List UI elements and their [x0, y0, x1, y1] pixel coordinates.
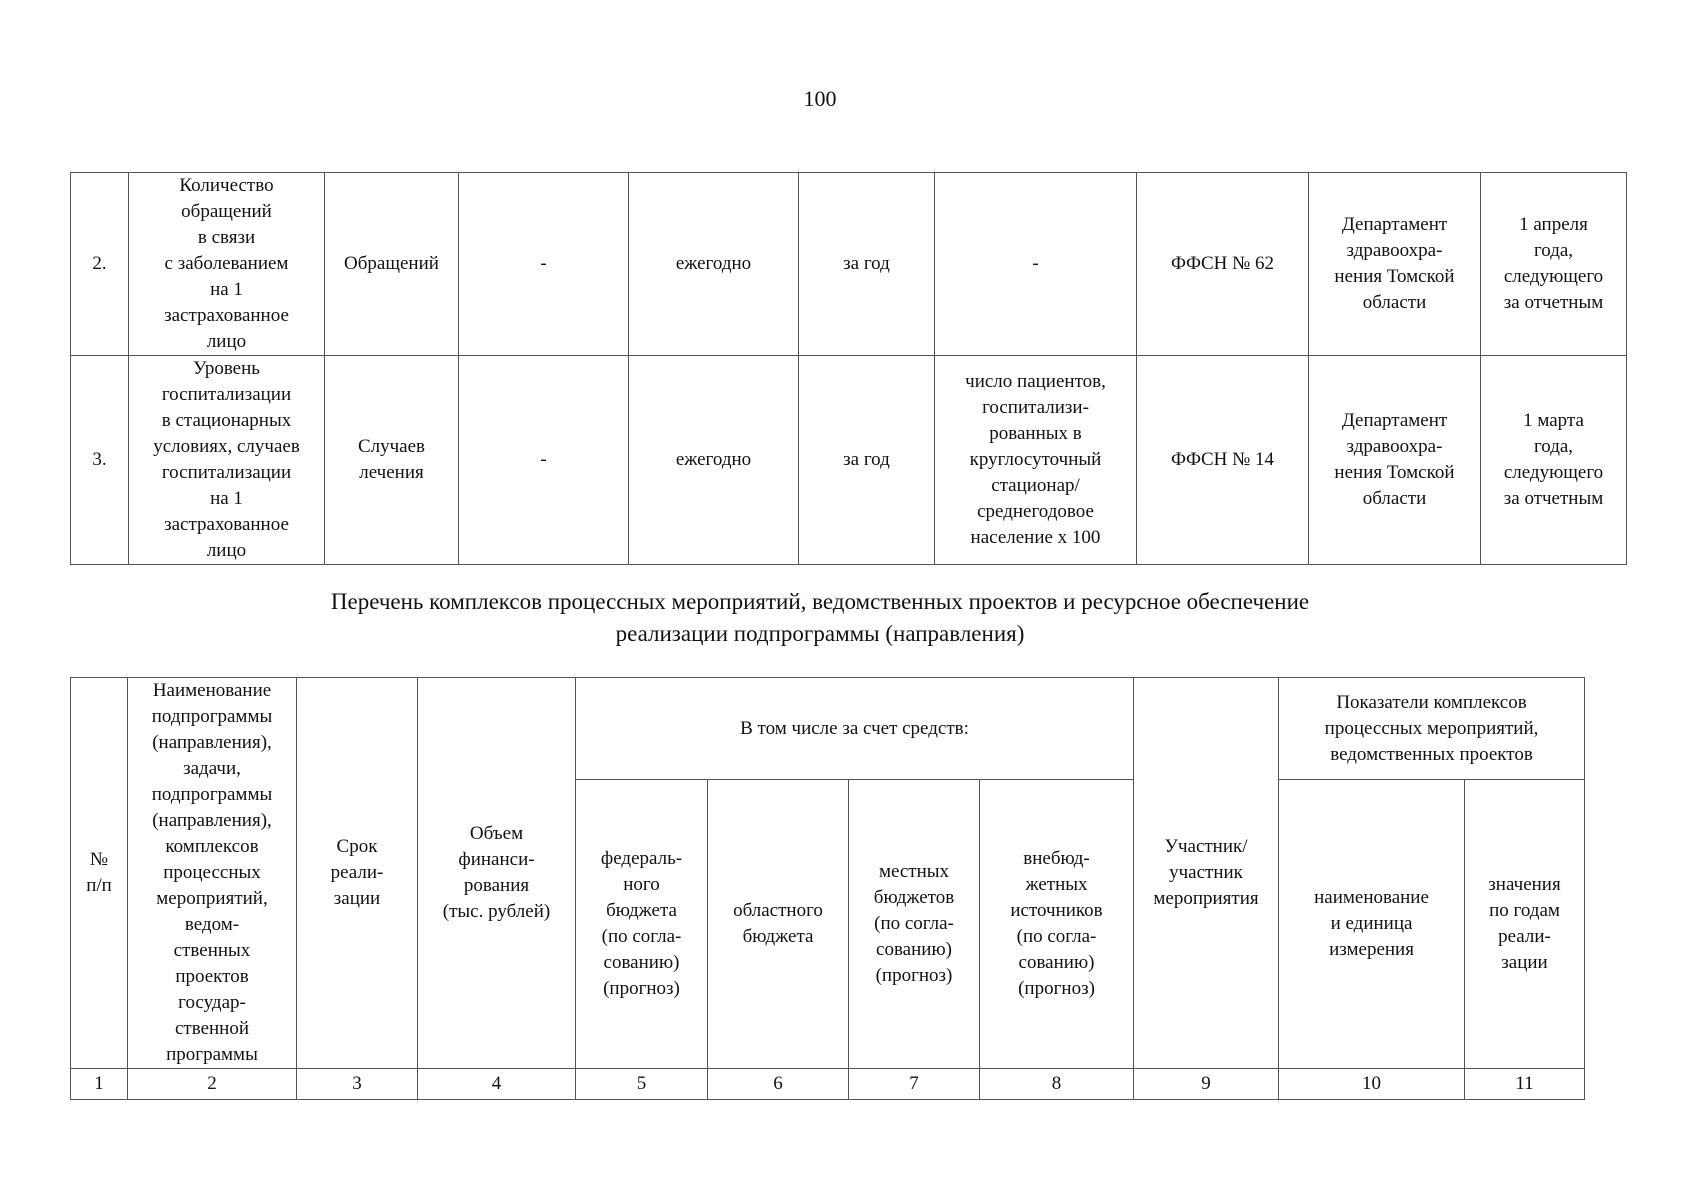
column-number: 4 — [418, 1069, 576, 1100]
column-number: 1 — [71, 1069, 128, 1100]
header-participant: Участник/ участник мероприятия — [1134, 678, 1279, 1069]
page-number: 100 — [803, 86, 837, 111]
indicator-source: ФФСН № 14 — [1137, 356, 1309, 565]
header-including: В том числе за счет средств: — [576, 678, 1134, 780]
column-number: 11 — [1465, 1069, 1585, 1100]
column-number: 5 — [576, 1069, 708, 1100]
header-indicator-name: наименование и единица измерения — [1279, 780, 1465, 1069]
indicator-cell: - — [459, 356, 629, 565]
indicator-name: Уровень госпитализации в стационарных условиях, случаев госпитализации на 1 застрахованное лицо — [129, 356, 325, 565]
header-indicators: Показатели комплексов процессных мероприятий, ведомственных проектов — [1279, 678, 1585, 780]
header-row — [71, 678, 1585, 780]
indicators-table — [70, 172, 1627, 565]
indicator-method: - — [935, 173, 1137, 356]
indicator-source: ФФСН № 62 — [1137, 173, 1309, 356]
indicator-period: за год — [799, 356, 935, 565]
header-num: № п/п — [71, 678, 128, 1069]
column-number: 7 — [849, 1069, 980, 1100]
indicator-period: за год — [799, 173, 935, 356]
column-number: 8 — [980, 1069, 1134, 1100]
indicator-number: 2. — [71, 173, 129, 356]
column-number: 10 — [1279, 1069, 1465, 1100]
column-numbers-row — [71, 1069, 1585, 1100]
indicator-deadline: 1 апреля года, следующего за отчетным — [1481, 173, 1627, 356]
indicator-unit: Случаев лечения — [325, 356, 459, 565]
indicator-frequency: ежегодно — [629, 173, 799, 356]
column-number: 6 — [708, 1069, 849, 1100]
header-volume: Объем финанси- рования (тыс. рублей) — [418, 678, 576, 1069]
table-row — [71, 173, 1627, 356]
indicator-cell: - — [459, 173, 629, 356]
column-number: 2 — [128, 1069, 297, 1100]
indicator-deadline: 1 марта года, следующего за отчетным — [1481, 356, 1627, 565]
header-local: местных бюджетов (по согла- сованию) (прогноз) — [849, 780, 980, 1069]
column-number: 9 — [1134, 1069, 1279, 1100]
indicator-name: Количество обращений в связи с заболеванием на 1 застрахованное лицо — [129, 173, 325, 356]
header-indicator-values: значения по годам реали- зации — [1465, 780, 1585, 1069]
indicator-responsible: Департамент здравоохра- нения Томской области — [1309, 356, 1481, 565]
indicator-number: 3. — [71, 356, 129, 565]
header-extrabudgetary: внебюд- жетных источников (по согла- сованию) (прогноз) — [980, 780, 1134, 1069]
header-regional: областного бюджета — [708, 780, 849, 1069]
indicator-unit: Обращений — [325, 173, 459, 356]
table-row — [71, 356, 1627, 565]
indicator-responsible: Департамент здравоохра- нения Томской области — [1309, 173, 1481, 356]
section-title: Перечень комплексов процессных мероприятий, ведомственных проектов и ресурсное обеспечение реализации подпрограммы (направления) — [330, 589, 1310, 646]
header-federal: федераль- ного бюджета (по согла- сованию) (прогноз) — [576, 780, 708, 1069]
header-term: Срок реали- зации — [297, 678, 418, 1069]
indicator-method: число пациентов, госпитализи- рованных в круглосуточный стационар/ среднегодовое население х 100 — [935, 356, 1137, 565]
column-number: 3 — [297, 1069, 418, 1100]
measures-table — [70, 677, 1585, 1100]
indicator-frequency: ежегодно — [629, 356, 799, 565]
header-name: Наименование подпрограммы (направления), задачи, подпрограммы (направления), комплексов процессных мероприятий, ведом- ственных проектов государ- ственной программы — [128, 678, 297, 1069]
